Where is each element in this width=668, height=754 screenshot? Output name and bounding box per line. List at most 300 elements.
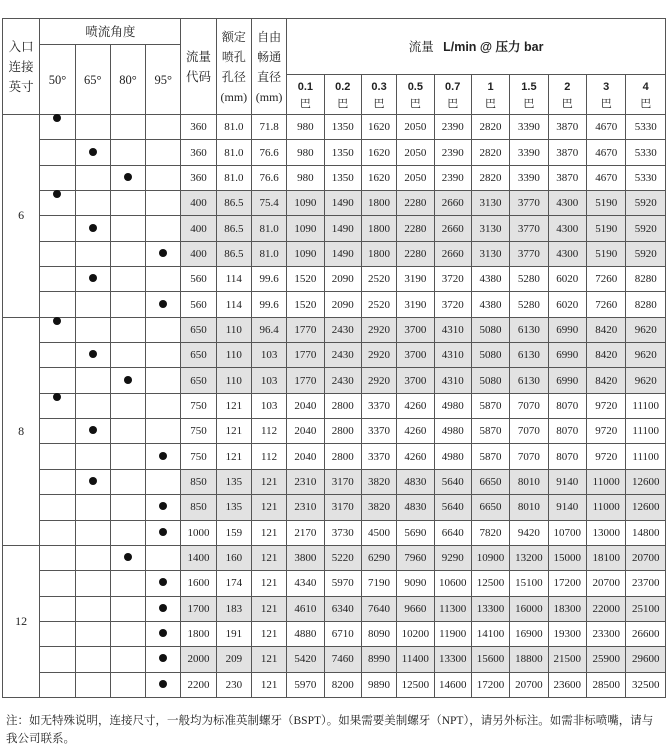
flow-value-cell: 10200	[397, 621, 434, 646]
angle-marker-icon	[89, 426, 97, 434]
flow-value-cell: 4670	[586, 165, 625, 190]
flow-value-cell: 20700	[510, 672, 548, 697]
flow-code-cell: 1800	[181, 621, 216, 646]
angle-marker-icon	[89, 148, 97, 156]
flow-value-cell: 9720	[586, 419, 625, 444]
flow-value-cell: 21500	[548, 647, 586, 672]
flow-value-cell: 2310	[287, 469, 324, 494]
flow-value-cell: 2920	[361, 368, 396, 393]
flow-value-cell: 7260	[586, 292, 625, 317]
flow-value-cell: 4340	[287, 571, 324, 596]
flow-value-cell: 14600	[434, 672, 471, 697]
pressure-header-8	[586, 75, 625, 115]
angle-marker-icon	[159, 249, 167, 257]
flow-value-cell: 5690	[397, 520, 434, 545]
pressure-header-7	[548, 75, 586, 115]
angle-cell	[110, 191, 145, 216]
angle-cell	[110, 393, 145, 418]
flow-value-cell: 1090	[287, 216, 324, 241]
flow-value-cell: 6990	[548, 368, 586, 393]
flow-value-cell: 19300	[548, 621, 586, 646]
flow-value-cell: 12600	[626, 469, 666, 494]
flow-value-cell: 12500	[471, 571, 509, 596]
free-passage-cell: 121	[251, 596, 286, 621]
orifice-cell: 183	[216, 596, 251, 621]
flow-value-cell: 28500	[586, 672, 625, 697]
flow-value-cell: 5920	[626, 216, 666, 241]
flow-value-cell: 980	[287, 140, 324, 165]
angle-cell	[110, 444, 145, 469]
angle-cell	[40, 393, 75, 418]
angle-cell	[110, 216, 145, 241]
orifice-cell: 230	[216, 672, 251, 697]
flow-value-cell: 2520	[361, 267, 396, 292]
flow-value-cell: 4670	[586, 115, 625, 140]
orifice-cell: 121	[216, 393, 251, 418]
flow-value-cell: 7190	[361, 571, 396, 596]
flow-value-cell: 25900	[586, 647, 625, 672]
free-passage-cell: 71.8	[251, 115, 286, 140]
flow-value-cell: 23700	[626, 571, 666, 596]
flow-value-cell: 2280	[397, 216, 434, 241]
angle-cell	[40, 368, 75, 393]
angle-cell	[40, 444, 75, 469]
flow-value-cell: 18300	[548, 596, 586, 621]
flow-value-cell: 7070	[510, 419, 548, 444]
flow-value-cell: 4830	[397, 469, 434, 494]
flow-value-cell: 8070	[548, 419, 586, 444]
flow-value-cell: 8090	[361, 621, 396, 646]
flow-value-cell: 1620	[361, 140, 396, 165]
pressure-value: 3	[603, 80, 610, 93]
flow-code-cell: 750	[181, 393, 216, 418]
flow-value-cell: 3700	[397, 368, 434, 393]
pressure-unit: 巴	[337, 97, 349, 110]
flow-value-cell: 7460	[324, 647, 361, 672]
pressure-value: 0.2	[335, 80, 351, 93]
table-row	[3, 393, 666, 418]
pressure-unit: 巴	[600, 97, 612, 110]
flow-code-cell: 750	[181, 419, 216, 444]
flow-value-cell: 4260	[397, 419, 434, 444]
flow-value-cell: 11300	[434, 596, 471, 621]
angle-marker-icon	[89, 477, 97, 485]
angle-cell	[40, 292, 75, 317]
flow-value-cell: 8200	[324, 672, 361, 697]
orifice-cell: 135	[216, 469, 251, 494]
angle-marker-icon	[159, 654, 167, 662]
flow-code-cell: 360	[181, 115, 216, 140]
flow-code-cell: 850	[181, 495, 216, 520]
inlet-size-cell: 8	[3, 317, 40, 545]
flow-value-cell: 5640	[434, 469, 471, 494]
flow-code-cell: 1400	[181, 545, 216, 570]
flow-value-cell: 1770	[287, 343, 324, 368]
flow-code-cell: 560	[181, 267, 216, 292]
pressure-value: 0.1	[297, 80, 314, 93]
pressure-header-6	[510, 75, 548, 115]
flow-value-cell: 11900	[434, 621, 471, 646]
flow-value-cell: 5870	[471, 444, 509, 469]
angle-cell	[75, 444, 110, 469]
angle-cell	[40, 469, 75, 494]
flow-code-cell: 400	[181, 241, 216, 266]
flow-value-cell: 3190	[397, 267, 434, 292]
table-row	[3, 267, 666, 292]
flow-value-cell: 3170	[324, 495, 361, 520]
angle-marker-icon	[159, 680, 167, 688]
flow-value-cell: 9140	[548, 469, 586, 494]
flow-value-cell: 9620	[626, 368, 666, 393]
angle-marker-icon	[159, 502, 167, 510]
orifice-cell: 121	[216, 419, 251, 444]
table-row	[3, 621, 666, 646]
flow-value-cell: 23600	[548, 672, 586, 697]
free-passage-cell: 99.6	[251, 292, 286, 317]
flow-value-cell: 7640	[361, 596, 396, 621]
flow-value-cell: 6990	[548, 343, 586, 368]
angle-cell	[146, 216, 181, 241]
flow-value-cell: 13300	[434, 647, 471, 672]
free-passage-cell: 76.6	[251, 140, 286, 165]
table-row	[3, 216, 666, 241]
flow-value-cell: 4980	[434, 444, 471, 469]
orifice-cell: 81.0	[216, 140, 251, 165]
angle-cell	[146, 469, 181, 494]
flow-title: 流量	[408, 39, 434, 54]
pressure-value: 1.5	[521, 80, 537, 93]
flow-value-cell: 3370	[361, 419, 396, 444]
angle-cell	[75, 469, 110, 494]
angle-cell	[146, 191, 181, 216]
flow-value-cell: 9090	[397, 571, 434, 596]
flow-code-header: 流量代码	[181, 19, 216, 115]
angle-cell	[110, 292, 145, 317]
flow-value-cell: 2390	[434, 140, 471, 165]
angle-marker-icon	[159, 604, 167, 612]
angle-marker-icon	[159, 452, 167, 460]
flow-value-cell: 1090	[287, 191, 324, 216]
flow-value-cell: 13000	[586, 520, 625, 545]
angle-cell	[110, 140, 145, 165]
angle-cell	[110, 343, 145, 368]
angle-marker-icon	[159, 300, 167, 308]
pressure-unit: 巴	[409, 97, 421, 110]
orifice-cell: 160	[216, 545, 251, 570]
flow-value-cell: 7960	[397, 545, 434, 570]
flow-code-cell: 650	[181, 368, 216, 393]
flow-value-cell: 4380	[471, 267, 509, 292]
free-passage-cell: 121	[251, 520, 286, 545]
free-passage-cell: 75.4	[251, 191, 286, 216]
angle-cell	[146, 596, 181, 621]
flow-value-cell: 6020	[548, 292, 586, 317]
flow-value-cell: 9720	[586, 393, 625, 418]
flow-value-cell: 14100	[471, 621, 509, 646]
flow-value-cell: 2800	[324, 393, 361, 418]
pressure-value: 0.7	[445, 80, 461, 93]
flow-value-cell: 13300	[471, 596, 509, 621]
pressure-unit: 巴	[447, 97, 459, 110]
flow-value-cell: 8990	[361, 647, 396, 672]
flow-code-cell: 400	[181, 216, 216, 241]
flow-value-cell: 4880	[287, 621, 324, 646]
orifice-cell: 110	[216, 343, 251, 368]
angle-cell	[40, 241, 75, 266]
flow-code-cell: 560	[181, 292, 216, 317]
angle-cell	[75, 621, 110, 646]
flow-value-cell: 7260	[586, 267, 625, 292]
table-header	[3, 19, 666, 115]
table-row	[3, 596, 666, 621]
flow-value-cell: 20700	[626, 545, 666, 570]
flow-value-cell: 5190	[586, 216, 625, 241]
table-row	[3, 343, 666, 368]
flow-code-cell: 2000	[181, 647, 216, 672]
angle-cell	[75, 368, 110, 393]
angle-cell	[75, 292, 110, 317]
flow-value-cell: 7820	[471, 520, 509, 545]
angle-cell	[110, 267, 145, 292]
angle-cell	[75, 520, 110, 545]
free-passage-cell: 121	[251, 545, 286, 570]
flow-value-cell: 5190	[586, 241, 625, 266]
angle-cell	[75, 545, 110, 570]
flow-code-cell: 850	[181, 469, 216, 494]
table-row	[3, 292, 666, 317]
flow-value-cell: 10900	[471, 545, 509, 570]
flow-value-cell: 11100	[626, 444, 666, 469]
angle-cell	[110, 368, 145, 393]
flow-value-cell: 3130	[471, 191, 509, 216]
flow-value-cell: 5330	[626, 140, 666, 165]
flow-value-cell: 1520	[287, 292, 324, 317]
angle-cell	[40, 343, 75, 368]
angle-marker-icon	[124, 173, 132, 181]
flow-value-cell: 4300	[548, 216, 586, 241]
flow-value-cell: 5970	[324, 571, 361, 596]
flow-value-cell: 3870	[548, 165, 586, 190]
flow-value-cell: 3870	[548, 115, 586, 140]
orifice-cell: 81.0	[216, 165, 251, 190]
flow-value-cell: 11100	[626, 419, 666, 444]
flow-value-cell: 6640	[434, 520, 471, 545]
angle-cell	[110, 165, 145, 190]
flow-value-cell: 2430	[324, 343, 361, 368]
flow-value-cell: 3130	[471, 216, 509, 241]
angle-header-3: 95°	[146, 45, 181, 115]
angle-cell	[75, 165, 110, 190]
flow-value-cell: 1770	[287, 368, 324, 393]
flow-value-cell: 8420	[586, 317, 625, 342]
angle-cell	[75, 393, 110, 418]
angle-cell	[146, 545, 181, 570]
flow-code-cell: 1600	[181, 571, 216, 596]
flow-code-cell: 360	[181, 165, 216, 190]
flow-value-cell: 5080	[471, 343, 509, 368]
angle-cell	[146, 368, 181, 393]
flow-value-cell: 2820	[471, 140, 509, 165]
flow-value-cell: 2920	[361, 317, 396, 342]
angle-cell	[75, 596, 110, 621]
angle-cell	[40, 495, 75, 520]
free-passage-cell: 76.6	[251, 165, 286, 190]
pressure-header-3	[397, 75, 434, 115]
table-body	[3, 115, 666, 698]
free-passage-cell: 103	[251, 368, 286, 393]
angle-cell	[110, 419, 145, 444]
flow-value-cell: 4300	[548, 241, 586, 266]
angle-marker-icon	[159, 629, 167, 637]
angle-marker-icon	[89, 350, 97, 358]
table-row	[3, 647, 666, 672]
orifice-cell: 159	[216, 520, 251, 545]
inlet-size-cell: 12	[3, 545, 40, 697]
angle-marker-icon	[89, 224, 97, 232]
angle-cell	[40, 571, 75, 596]
flow-value-cell: 5970	[287, 672, 324, 697]
flow-value-cell: 18800	[510, 647, 548, 672]
table-row	[3, 241, 666, 266]
flow-value-cell: 1620	[361, 115, 396, 140]
flow-value-cell: 15600	[471, 647, 509, 672]
flow-value-cell: 2090	[324, 267, 361, 292]
angle-cell	[110, 469, 145, 494]
flow-value-cell: 3800	[287, 545, 324, 570]
flow-value-cell: 17200	[548, 571, 586, 596]
angle-cell	[110, 241, 145, 266]
flow-value-cell: 8420	[586, 343, 625, 368]
angle-cell	[146, 495, 181, 520]
flow-value-cell: 2390	[434, 165, 471, 190]
table-row	[3, 545, 666, 570]
angle-cell	[75, 672, 110, 697]
angle-cell	[40, 545, 75, 570]
flow-value-cell: 5330	[626, 115, 666, 140]
angle-cell	[75, 571, 110, 596]
flow-value-cell: 2040	[287, 419, 324, 444]
angle-cell	[40, 140, 75, 165]
free-passage-cell: 121	[251, 621, 286, 646]
flow-value-cell: 4830	[397, 495, 434, 520]
flow-value-cell: 3770	[510, 216, 548, 241]
flow-value-cell: 3390	[510, 140, 548, 165]
flow-value-cell: 2040	[287, 444, 324, 469]
angle-marker-icon	[159, 578, 167, 586]
table-row	[3, 368, 666, 393]
flow-value-cell: 2800	[324, 419, 361, 444]
orifice-diameter-header: 额定喷孔孔径(mm)	[216, 19, 251, 115]
angle-cell	[40, 596, 75, 621]
flow-value-cell: 4980	[434, 393, 471, 418]
angle-header-2: 80°	[110, 45, 145, 115]
flow-value-cell: 3730	[324, 520, 361, 545]
angle-cell	[146, 317, 181, 342]
table-row	[3, 469, 666, 494]
orifice-cell: 86.5	[216, 191, 251, 216]
flow-value-cell: 4500	[361, 520, 396, 545]
flow-value-cell: 1350	[324, 140, 361, 165]
spray-angle-header: 喷流角度	[40, 19, 181, 45]
flow-unit: L/min @ 压力 bar	[443, 39, 544, 54]
flow-value-cell: 2920	[361, 343, 396, 368]
flow-value-cell: 29600	[626, 647, 666, 672]
free-passage-cell: 121	[251, 469, 286, 494]
flow-code-cell: 1700	[181, 596, 216, 621]
flow-value-cell: 5920	[626, 241, 666, 266]
angle-cell	[75, 241, 110, 266]
flow-value-cell: 12500	[397, 672, 434, 697]
flow-value-cell: 10600	[434, 571, 471, 596]
table-row	[3, 140, 666, 165]
flow-value-cell: 7070	[510, 444, 548, 469]
flow-value-cell: 2660	[434, 241, 471, 266]
flow-value-cell: 1520	[287, 267, 324, 292]
flow-value-cell: 5280	[510, 292, 548, 317]
flow-value-cell: 2660	[434, 216, 471, 241]
flow-value-cell: 1350	[324, 165, 361, 190]
angle-cell	[75, 115, 110, 140]
flow-value-cell: 5080	[471, 368, 509, 393]
angle-cell	[146, 165, 181, 190]
flow-value-cell: 25100	[626, 596, 666, 621]
flow-value-cell: 1770	[287, 317, 324, 342]
inlet-size-header: 入口连接英寸	[3, 19, 40, 115]
flow-value-cell: 1490	[324, 216, 361, 241]
angle-header-0: 50°	[40, 45, 75, 115]
flow-value-cell: 8280	[626, 267, 666, 292]
flow-value-cell: 2660	[434, 191, 471, 216]
flow-value-cell: 16000	[510, 596, 548, 621]
angle-marker-icon	[53, 393, 61, 401]
flow-value-cell: 6020	[548, 267, 586, 292]
flow-value-cell: 2430	[324, 368, 361, 393]
free-passage-cell: 96.4	[251, 317, 286, 342]
flow-value-cell: 9890	[361, 672, 396, 697]
angle-cell	[75, 317, 110, 342]
angle-cell	[40, 191, 75, 216]
pressure-value: 0.3	[371, 80, 387, 93]
angle-cell	[75, 495, 110, 520]
flow-value-cell: 3820	[361, 495, 396, 520]
flow-value-cell: 2390	[434, 115, 471, 140]
flow-value-cell: 9140	[548, 495, 586, 520]
orifice-cell: 209	[216, 647, 251, 672]
flow-value-cell: 4300	[548, 191, 586, 216]
angle-cell	[110, 495, 145, 520]
flow-value-cell: 2050	[397, 165, 434, 190]
flow-value-cell: 17200	[471, 672, 509, 697]
flow-value-cell: 2280	[397, 191, 434, 216]
free-passage-header: 自由畅通直径(mm)	[251, 19, 286, 115]
flow-value-cell: 3720	[434, 292, 471, 317]
flow-code-cell: 2200	[181, 672, 216, 697]
flow-value-cell: 18100	[586, 545, 625, 570]
flow-value-cell: 9720	[586, 444, 625, 469]
flow-value-cell: 13200	[510, 545, 548, 570]
flow-value-cell: 6130	[510, 368, 548, 393]
angle-cell	[40, 216, 75, 241]
flow-value-cell: 2050	[397, 140, 434, 165]
flow-value-cell: 15100	[510, 571, 548, 596]
flow-value-cell: 5190	[586, 191, 625, 216]
flow-value-cell: 5420	[287, 647, 324, 672]
flow-value-cell: 3870	[548, 140, 586, 165]
flow-value-cell: 980	[287, 165, 324, 190]
flow-code-cell: 400	[181, 191, 216, 216]
flow-value-cell: 1800	[361, 241, 396, 266]
pressure-value: 1	[487, 80, 494, 93]
